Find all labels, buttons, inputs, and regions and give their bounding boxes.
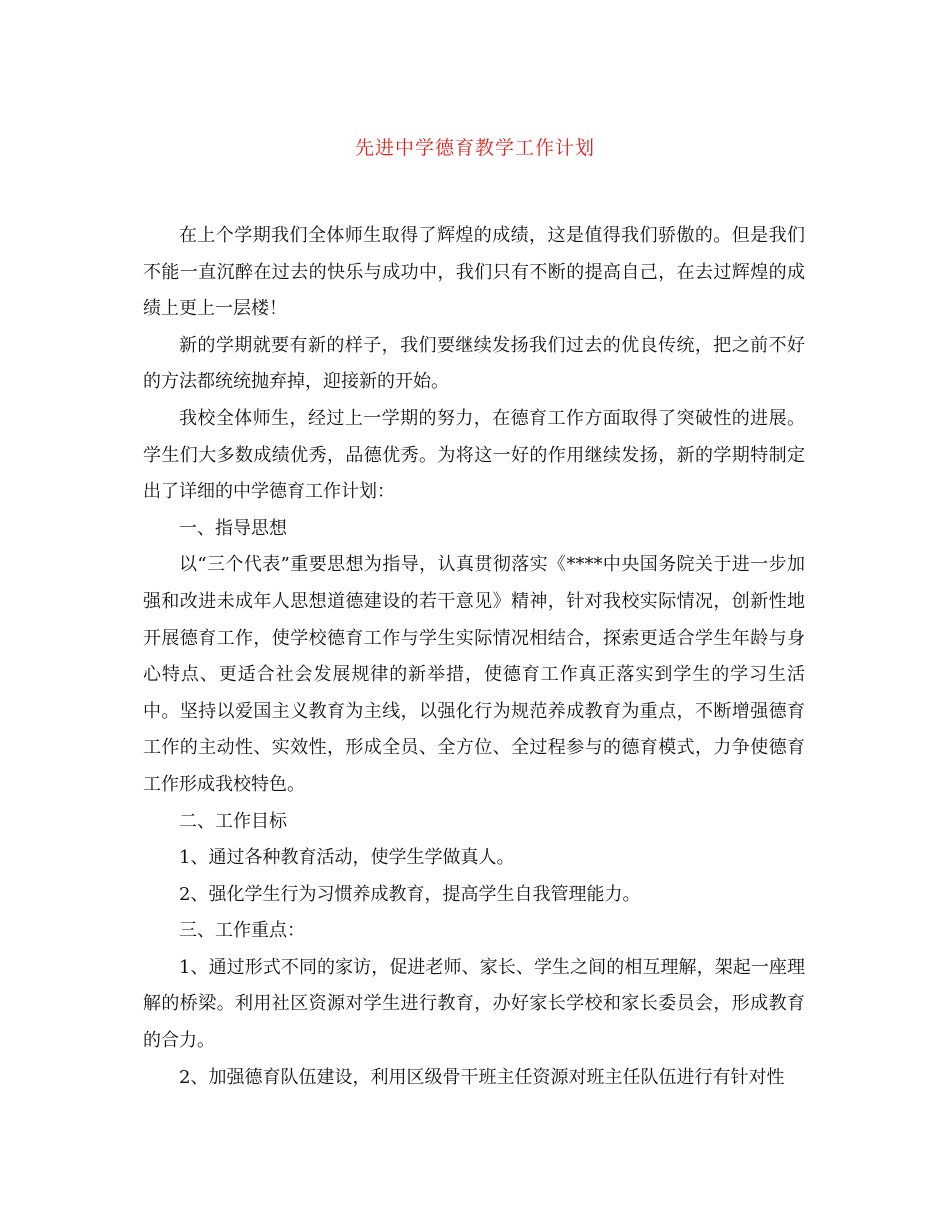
document-body [143, 218, 805, 1096]
section-heading-work-focus: 三、工作重点： [179, 920, 305, 942]
list-item-focus-2: 2、加强德育队伍建设，利用区级骨干班主任资源对班主任队伍进行有针对性 [179, 1066, 785, 1088]
paragraph-intro-1: 在上个学期我们全体师生取得了辉煌的成绩，这是值得我们骄傲的。但是我们不能一直沉醉在过去的快乐与成功中，我们只有不断的提高自己，在去过辉煌的成绩上更上一层楼！ [143, 225, 805, 320]
list-item-focus-1: 1、通过形式不同的家访，促进老师、家长、学生之间的相互理解，架起一座理解的桥梁。利用社区资源对学生进行教育，办好家长学校和家长委员会，形成教育的合力。 [143, 956, 805, 1052]
list-item-goal-2: 2、强化学生行为习惯养成教育，提高学生自我管理能力。 [179, 883, 641, 905]
section-heading-work-goals: 二、工作目标 [179, 810, 287, 832]
paragraph-guiding-thought: 以“三个代表”重要思想为指导，认真贯彻落实《****中央国务院关于进一步加强和改进未成年人思想道德建设的若干意见》精神，针对我校实际情况，创新性地开展德育工作，使学校德育工作与学生实际情况相结合，探索更适合学生年龄与身心特点、更适合社会发展规律的新举措，使德育工作真正落实到学生的学习生活中。坚持以爱国主义教育为主线，以强化行为规范养成教育为重点，不断增强德育工作的主动性、实效性，形成全员、全方位、全过程参与的德育模式，力争使德育工作形成我校特色。 [143, 554, 805, 795]
document-title: 先进中学德育教学工作计划 [354, 137, 595, 159]
paragraph-intro-3: 我校全体师生，经过上一学期的努力，在德育工作方面取得了突破性的进展。学生们大多数成绩优秀，品德优秀。为将这一好的作用继续发扬，新的学期特制定出了详细的中学德育工作计划： [143, 407, 805, 503]
list-item-goal-1: 1、通过各种教育活动，使学生学做真人。 [179, 847, 515, 869]
paragraph-intro-2: 新的学期就要有新的样子，我们要继续发扬我们过去的优良传统，把之前不好的方法都统统抛弃掉，迎接新的开始。 [143, 334, 805, 393]
section-heading-guiding-thought: 一、指导思想 [179, 517, 287, 539]
